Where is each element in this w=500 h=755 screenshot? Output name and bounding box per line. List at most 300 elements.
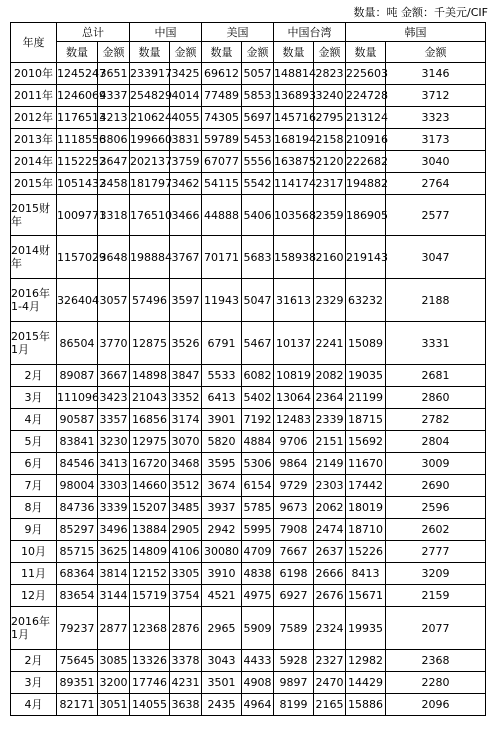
cell-amount: 3070 xyxy=(170,431,202,453)
cell-quantity: 326404 xyxy=(57,279,98,322)
cell-amount: 3047 xyxy=(386,236,486,279)
cell-quantity: 7667 xyxy=(274,541,314,563)
year-header: 年度 xyxy=(11,23,57,63)
cell-quantity: 225603 xyxy=(346,63,386,85)
table-row xyxy=(11,497,486,519)
cell-quantity: 136893 xyxy=(274,85,314,107)
table-row xyxy=(11,85,486,107)
cell-amount: 2359 xyxy=(314,195,346,236)
cell-quantity: 68364 xyxy=(57,563,98,585)
cell-amount: 3009 xyxy=(386,453,486,475)
cell-amount: 3357 xyxy=(98,409,130,431)
cell-quantity: 1176513 xyxy=(57,107,98,129)
cell-quantity: 198884 xyxy=(130,236,170,279)
subheader-amount: 金额 xyxy=(98,42,130,63)
cell-quantity: 57496 xyxy=(130,279,170,322)
cell-amount: 3767 xyxy=(170,236,202,279)
cell-quantity: 13884 xyxy=(130,519,170,541)
cell-quantity: 75645 xyxy=(57,650,98,672)
cell-quantity: 18019 xyxy=(346,497,386,519)
cell-quantity: 103568 xyxy=(274,195,314,236)
cell-amount: 2676 xyxy=(314,585,346,607)
cell-amount: 2329 xyxy=(314,279,346,322)
cell-quantity: 15207 xyxy=(130,497,170,519)
table-row xyxy=(11,195,486,236)
row-label: 9月 xyxy=(11,519,57,541)
row-label: 2011年 xyxy=(11,85,57,107)
cell-quantity: 3501 xyxy=(202,672,242,694)
cell-amount: 2165 xyxy=(314,694,346,716)
cell-amount: 3303 xyxy=(98,475,130,497)
subheader-amount: 金额 xyxy=(314,42,346,63)
group-header-total: 总计 xyxy=(57,23,130,42)
cell-amount: 2823 xyxy=(314,63,346,85)
units-note: 数量：吨 金额：千美元/CIF xyxy=(353,6,488,19)
table-row xyxy=(11,63,486,85)
row-label: 12月 xyxy=(11,585,57,607)
cell-quantity: 16856 xyxy=(130,409,170,431)
cell-quantity: 168194 xyxy=(274,129,314,151)
cell-amount: 5306 xyxy=(242,453,274,475)
cell-amount: 2876 xyxy=(170,607,202,650)
cell-amount: 3305 xyxy=(170,563,202,585)
cell-amount: 3462 xyxy=(170,173,202,195)
cell-quantity: 9897 xyxy=(274,672,314,694)
cell-amount: 2860 xyxy=(386,387,486,409)
cell-quantity: 84736 xyxy=(57,497,98,519)
table-row xyxy=(11,322,486,365)
row-label: 2月 xyxy=(11,650,57,672)
cell-amount: 4014 xyxy=(170,85,202,107)
cell-amount: 3378 xyxy=(170,650,202,672)
cell-amount: 2795 xyxy=(314,107,346,129)
cell-quantity: 254829 xyxy=(130,85,170,107)
cell-quantity: 1009771 xyxy=(57,195,98,236)
cell-amount: 2602 xyxy=(386,519,486,541)
cell-quantity: 2435 xyxy=(202,694,242,716)
cell-quantity: 4521 xyxy=(202,585,242,607)
cell-quantity: 6413 xyxy=(202,387,242,409)
cell-quantity: 21199 xyxy=(346,387,386,409)
table-row xyxy=(11,107,486,129)
cell-amount: 3323 xyxy=(386,107,486,129)
cell-quantity: 19935 xyxy=(346,607,386,650)
row-label: 4月 xyxy=(11,694,57,716)
cell-amount: 2877 xyxy=(98,607,130,650)
cell-quantity: 148814 xyxy=(274,63,314,85)
cell-quantity: 82171 xyxy=(57,694,98,716)
subheader-qty: 数量 xyxy=(130,42,170,63)
cell-amount: 3144 xyxy=(98,585,130,607)
cell-quantity: 3595 xyxy=(202,453,242,475)
cell-quantity: 186905 xyxy=(346,195,386,236)
cell-amount: 2690 xyxy=(386,475,486,497)
table-row xyxy=(11,279,486,322)
cell-quantity: 19035 xyxy=(346,365,386,387)
cell-quantity: 13326 xyxy=(130,650,170,672)
cell-quantity: 15719 xyxy=(130,585,170,607)
cell-quantity: 14809 xyxy=(130,541,170,563)
cell-amount: 2474 xyxy=(314,519,346,541)
cell-quantity: 85715 xyxy=(57,541,98,563)
cell-quantity: 54115 xyxy=(202,173,242,195)
cell-quantity: 5820 xyxy=(202,431,242,453)
cell-amount: 3240 xyxy=(314,85,346,107)
table-row xyxy=(11,236,486,279)
cell-amount: 2364 xyxy=(314,387,346,409)
cell-amount: 3667 xyxy=(98,365,130,387)
row-label: 2016年1-4月 xyxy=(11,279,57,322)
cell-quantity: 14055 xyxy=(130,694,170,716)
cell-amount: 2577 xyxy=(386,195,486,236)
cell-quantity: 11943 xyxy=(202,279,242,322)
table-row xyxy=(11,541,486,563)
table-row xyxy=(11,607,486,650)
cell-amount: 6154 xyxy=(242,475,274,497)
cell-quantity: 3910 xyxy=(202,563,242,585)
table-row xyxy=(11,585,486,607)
cell-quantity: 9729 xyxy=(274,475,314,497)
row-label: 2014财年 xyxy=(11,236,57,279)
cell-quantity: 1246069 xyxy=(57,85,98,107)
cell-quantity: 16720 xyxy=(130,453,170,475)
row-label: 2015年1月 xyxy=(11,322,57,365)
cell-amount: 4231 xyxy=(170,672,202,694)
cell-quantity: 31613 xyxy=(274,279,314,322)
cell-amount: 2804 xyxy=(386,431,486,453)
cell-amount: 3712 xyxy=(386,85,486,107)
cell-amount: 2764 xyxy=(386,173,486,195)
cell-quantity: 67077 xyxy=(202,151,242,173)
cell-quantity: 9706 xyxy=(274,431,314,453)
cell-amount: 2324 xyxy=(314,607,346,650)
cell-quantity: 1152252 xyxy=(57,151,98,173)
cell-quantity: 8199 xyxy=(274,694,314,716)
cell-quantity: 15671 xyxy=(346,585,386,607)
cell-quantity: 194882 xyxy=(346,173,386,195)
cell-amount: 3425 xyxy=(170,63,202,85)
cell-amount: 4433 xyxy=(242,650,274,672)
group-header-usa: 美国 xyxy=(202,23,274,42)
row-label: 8月 xyxy=(11,497,57,519)
cell-quantity: 70171 xyxy=(202,236,242,279)
cell-amount: 4055 xyxy=(170,107,202,129)
cell-quantity: 10819 xyxy=(274,365,314,387)
cell-amount: 5453 xyxy=(242,129,274,151)
table-row xyxy=(11,173,486,195)
cell-amount: 3174 xyxy=(170,409,202,431)
cell-quantity: 3043 xyxy=(202,650,242,672)
row-label: 6月 xyxy=(11,453,57,475)
cell-amount: 5785 xyxy=(242,497,274,519)
table-row xyxy=(11,475,486,497)
cell-quantity: 12152 xyxy=(130,563,170,585)
cell-amount: 3200 xyxy=(98,672,130,694)
subheader-amount: 金额 xyxy=(170,42,202,63)
cell-amount: 3648 xyxy=(98,236,130,279)
table-row xyxy=(11,431,486,453)
cell-amount: 5853 xyxy=(242,85,274,107)
cell-amount: 3485 xyxy=(170,497,202,519)
cell-amount: 3468 xyxy=(170,453,202,475)
cell-quantity: 176510 xyxy=(130,195,170,236)
cell-amount: 3318 xyxy=(98,195,130,236)
cell-amount: 3526 xyxy=(170,322,202,365)
cell-quantity: 15089 xyxy=(346,322,386,365)
cell-amount: 3759 xyxy=(170,151,202,173)
cell-quantity: 9864 xyxy=(274,453,314,475)
cell-quantity: 8413 xyxy=(346,563,386,585)
cell-amount: 5402 xyxy=(242,387,274,409)
cell-quantity: 13064 xyxy=(274,387,314,409)
subheader-qty: 数量 xyxy=(274,42,314,63)
cell-amount: 5542 xyxy=(242,173,274,195)
cell-quantity: 12975 xyxy=(130,431,170,453)
cell-quantity: 111096 xyxy=(57,387,98,409)
row-label: 2013年 xyxy=(11,129,57,151)
cell-amount: 4964 xyxy=(242,694,274,716)
cell-quantity: 3937 xyxy=(202,497,242,519)
cell-amount: 3331 xyxy=(386,322,486,365)
cell-quantity: 59789 xyxy=(202,129,242,151)
cell-quantity: 14429 xyxy=(346,672,386,694)
group-header-taiwan: 中国台湾 xyxy=(274,23,346,42)
cell-amount: 3423 xyxy=(98,387,130,409)
table-row xyxy=(11,519,486,541)
cell-quantity: 210624 xyxy=(130,107,170,129)
cell-amount: 2160 xyxy=(314,236,346,279)
cell-quantity: 18710 xyxy=(346,519,386,541)
row-label: 7月 xyxy=(11,475,57,497)
row-label: 4月 xyxy=(11,409,57,431)
cell-amount: 3209 xyxy=(386,563,486,585)
row-label: 3月 xyxy=(11,672,57,694)
row-label: 11月 xyxy=(11,563,57,585)
cell-amount: 5057 xyxy=(242,63,274,85)
cell-quantity: 44888 xyxy=(202,195,242,236)
cell-quantity: 79237 xyxy=(57,607,98,650)
cell-quantity: 15692 xyxy=(346,431,386,453)
cell-quantity: 18715 xyxy=(346,409,386,431)
row-label: 3月 xyxy=(11,387,57,409)
cell-amount: 2082 xyxy=(314,365,346,387)
cell-amount: 4709 xyxy=(242,541,274,563)
table-row xyxy=(11,563,486,585)
cell-quantity: 30080 xyxy=(202,541,242,563)
cell-quantity: 17442 xyxy=(346,475,386,497)
cell-quantity: 15886 xyxy=(346,694,386,716)
cell-quantity: 77489 xyxy=(202,85,242,107)
cell-quantity: 163875 xyxy=(274,151,314,173)
cell-quantity: 213124 xyxy=(346,107,386,129)
cell-amount: 7192 xyxy=(242,409,274,431)
cell-amount: 4337 xyxy=(98,85,130,107)
cell-amount: 2151 xyxy=(314,431,346,453)
cell-amount: 3339 xyxy=(98,497,130,519)
cell-quantity: 74305 xyxy=(202,107,242,129)
cell-quantity: 6927 xyxy=(274,585,314,607)
cell-amount: 4213 xyxy=(98,107,130,129)
table-row xyxy=(11,365,486,387)
cell-amount: 2120 xyxy=(314,151,346,173)
cell-quantity: 89087 xyxy=(57,365,98,387)
cell-quantity: 12368 xyxy=(130,607,170,650)
cell-amount: 2681 xyxy=(386,365,486,387)
group-header-korea: 韩国 xyxy=(346,23,486,42)
cell-amount: 2303 xyxy=(314,475,346,497)
cell-amount: 2159 xyxy=(386,585,486,607)
cell-quantity: 14898 xyxy=(130,365,170,387)
cell-quantity: 3901 xyxy=(202,409,242,431)
table-row xyxy=(11,453,486,475)
cell-amount: 3085 xyxy=(98,650,130,672)
cell-amount: 3847 xyxy=(170,365,202,387)
cell-quantity: 11670 xyxy=(346,453,386,475)
cell-quantity: 210916 xyxy=(346,129,386,151)
cell-amount: 3806 xyxy=(98,129,130,151)
cell-amount: 5467 xyxy=(242,322,274,365)
cell-quantity: 12875 xyxy=(130,322,170,365)
cell-amount: 2339 xyxy=(314,409,346,431)
cell-quantity: 158938 xyxy=(274,236,314,279)
cell-amount: 5047 xyxy=(242,279,274,322)
cell-quantity: 199660 xyxy=(130,129,170,151)
cell-amount: 2317 xyxy=(314,173,346,195)
cell-quantity: 90587 xyxy=(57,409,98,431)
cell-amount: 5406 xyxy=(242,195,274,236)
cell-amount: 2280 xyxy=(386,672,486,694)
cell-amount: 2327 xyxy=(314,650,346,672)
subheader-qty: 数量 xyxy=(57,42,98,63)
cell-amount: 2188 xyxy=(386,279,486,322)
subheader-qty: 数量 xyxy=(346,42,386,63)
cell-amount: 2596 xyxy=(386,497,486,519)
header-row-groups xyxy=(11,23,486,42)
row-label: 2015财年 xyxy=(11,195,57,236)
row-label: 2月 xyxy=(11,365,57,387)
cell-quantity: 181797 xyxy=(130,173,170,195)
cell-amount: 3754 xyxy=(170,585,202,607)
cell-quantity: 7589 xyxy=(274,607,314,650)
row-label: 5月 xyxy=(11,431,57,453)
cell-quantity: 2942 xyxy=(202,519,242,541)
table-row xyxy=(11,694,486,716)
cell-amount: 3814 xyxy=(98,563,130,585)
cell-amount: 3352 xyxy=(170,387,202,409)
cell-amount: 2782 xyxy=(386,409,486,431)
cell-amount: 3831 xyxy=(170,129,202,151)
cell-quantity: 114174 xyxy=(274,173,314,195)
subheader-amount: 金额 xyxy=(386,42,486,63)
cell-amount: 5697 xyxy=(242,107,274,129)
cell-amount: 2077 xyxy=(386,607,486,650)
row-label: 2015年 xyxy=(11,173,57,195)
cell-amount: 3051 xyxy=(98,694,130,716)
cell-quantity: 12483 xyxy=(274,409,314,431)
cell-quantity: 2965 xyxy=(202,607,242,650)
cell-quantity: 21043 xyxy=(130,387,170,409)
cell-amount: 3413 xyxy=(98,453,130,475)
cell-quantity: 15226 xyxy=(346,541,386,563)
cell-amount: 3638 xyxy=(170,694,202,716)
cell-amount: 3173 xyxy=(386,129,486,151)
cell-quantity: 5533 xyxy=(202,365,242,387)
cell-amount: 2368 xyxy=(386,650,486,672)
cell-amount: 5995 xyxy=(242,519,274,541)
cell-quantity: 86504 xyxy=(57,322,98,365)
cell-quantity: 12982 xyxy=(346,650,386,672)
cell-quantity: 219143 xyxy=(346,236,386,279)
header-row-subcolumns xyxy=(11,42,486,63)
row-label: 2010年 xyxy=(11,63,57,85)
cell-quantity: 224728 xyxy=(346,85,386,107)
cell-amount: 2905 xyxy=(170,519,202,541)
cell-quantity: 9673 xyxy=(274,497,314,519)
row-label: 2014年 xyxy=(11,151,57,173)
cell-amount: 3466 xyxy=(170,195,202,236)
cell-quantity: 84546 xyxy=(57,453,98,475)
cell-quantity: 6198 xyxy=(274,563,314,585)
row-label: 2012年 xyxy=(11,107,57,129)
cell-amount: 3651 xyxy=(98,63,130,85)
cell-quantity: 5928 xyxy=(274,650,314,672)
cell-quantity: 1157029 xyxy=(57,236,98,279)
trade-data-table xyxy=(10,22,486,716)
cell-amount: 3230 xyxy=(98,431,130,453)
cell-quantity: 222682 xyxy=(346,151,386,173)
cell-quantity: 7908 xyxy=(274,519,314,541)
cell-amount: 4884 xyxy=(242,431,274,453)
table-row xyxy=(11,409,486,431)
row-label: 10月 xyxy=(11,541,57,563)
cell-quantity: 83654 xyxy=(57,585,98,607)
table-row xyxy=(11,151,486,173)
cell-quantity: 89351 xyxy=(57,672,98,694)
cell-amount: 2062 xyxy=(314,497,346,519)
group-header-china: 中国 xyxy=(130,23,202,42)
cell-quantity: 17746 xyxy=(130,672,170,694)
cell-quantity: 3674 xyxy=(202,475,242,497)
cell-amount: 2470 xyxy=(314,672,346,694)
cell-amount: 3770 xyxy=(98,322,130,365)
table-row xyxy=(11,672,486,694)
cell-amount: 2158 xyxy=(314,129,346,151)
cell-quantity: 6791 xyxy=(202,322,242,365)
table-row xyxy=(11,650,486,672)
cell-quantity: 69612 xyxy=(202,63,242,85)
table-row xyxy=(11,387,486,409)
cell-amount: 4838 xyxy=(242,563,274,585)
cell-quantity: 14660 xyxy=(130,475,170,497)
cell-amount: 5556 xyxy=(242,151,274,173)
cell-amount: 2777 xyxy=(386,541,486,563)
cell-quantity: 85297 xyxy=(57,519,98,541)
cell-amount: 4106 xyxy=(170,541,202,563)
cell-quantity: 83841 xyxy=(57,431,98,453)
cell-amount: 5683 xyxy=(242,236,274,279)
cell-amount: 4975 xyxy=(242,585,274,607)
cell-amount: 2241 xyxy=(314,322,346,365)
cell-amount: 2096 xyxy=(386,694,486,716)
cell-amount: 3647 xyxy=(98,151,130,173)
cell-quantity: 1245247 xyxy=(57,63,98,85)
cell-quantity: 145716 xyxy=(274,107,314,129)
cell-quantity: 98004 xyxy=(57,475,98,497)
cell-amount: 6082 xyxy=(242,365,274,387)
cell-amount: 3458 xyxy=(98,173,130,195)
cell-amount: 3496 xyxy=(98,519,130,541)
cell-amount: 2149 xyxy=(314,453,346,475)
